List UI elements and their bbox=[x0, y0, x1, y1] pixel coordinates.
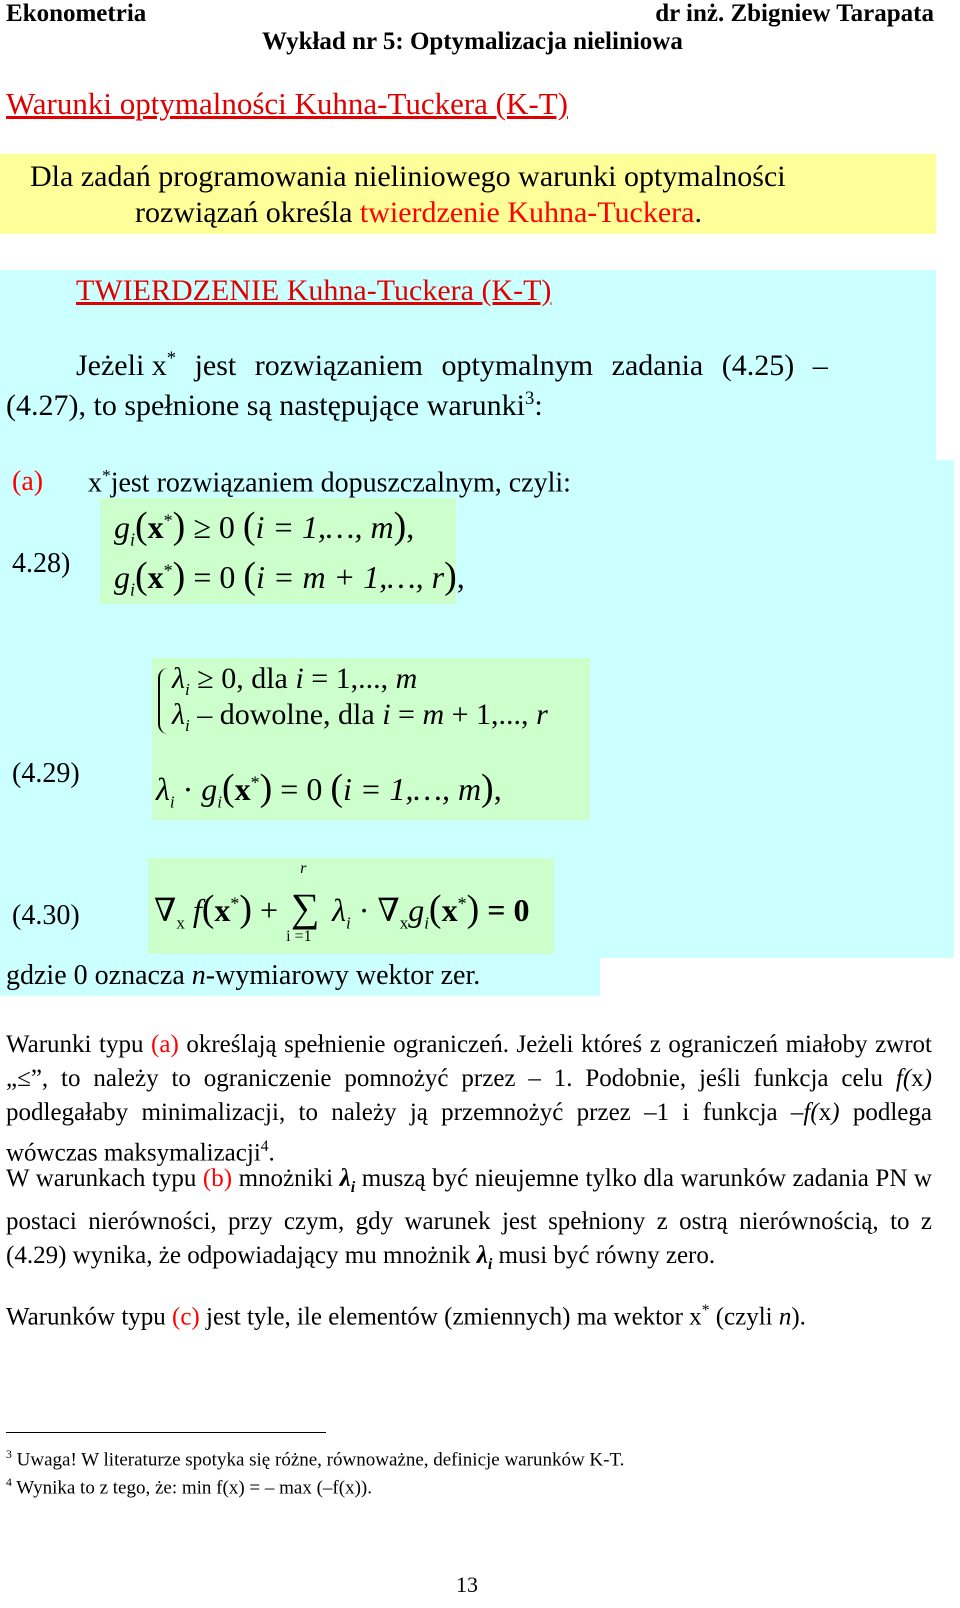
fx: f( bbox=[895, 1065, 912, 1092]
footnote-text: Uwaga! W literaturze spotyka się różne, równoważne, definicje warunków K-T. bbox=[11, 1449, 625, 1471]
multiplier-free bbox=[172, 698, 548, 736]
lambda: λ bbox=[476, 1242, 488, 1269]
intro-box bbox=[0, 154, 936, 234]
dot-operator: · bbox=[174, 771, 202, 807]
text: ). bbox=[791, 1303, 806, 1331]
lambda-symbol: λ bbox=[172, 698, 185, 731]
eq-label-4-30: (4.30) bbox=[12, 900, 80, 931]
g-subscript: i bbox=[130, 529, 136, 550]
x-vector: x bbox=[147, 509, 164, 545]
paragraph-b bbox=[6, 1162, 932, 1282]
n: n bbox=[778, 1303, 792, 1331]
lambda-symbol: λ bbox=[172, 662, 185, 695]
lambda-subscript: i bbox=[345, 913, 351, 933]
gradient-condition: $\nabla_x$ f(x*) + r ∑ i =1 $\lambda_i \cdot \nabla_xg_i(x^*) = 0$ bbox=[154, 860, 530, 945]
section-title: Warunki optymalności Kuhna-Tuckera (K-T) bbox=[6, 86, 568, 121]
condition-a-description: jest rozwiązaniem dopuszczalnym, czyli: bbox=[110, 467, 571, 499]
nabla-subscript: x bbox=[399, 913, 409, 933]
x-vector: x bbox=[147, 559, 164, 595]
zero-vector-note bbox=[6, 960, 480, 992]
index-var: i bbox=[295, 662, 304, 695]
x-vector: x bbox=[214, 892, 231, 928]
index-end: m bbox=[395, 662, 418, 695]
condition-a-star: * bbox=[102, 466, 111, 485]
theorem-line-2 bbox=[6, 388, 543, 423]
nabla-subscript: x bbox=[176, 913, 185, 933]
course-name: Ekonometria bbox=[6, 0, 147, 27]
lambda-symbol: λ bbox=[156, 771, 170, 807]
intro-period: . bbox=[694, 196, 702, 229]
objective-f: f bbox=[192, 892, 202, 928]
g-symbol: g bbox=[114, 559, 130, 595]
lambda-subscript: i bbox=[185, 716, 190, 735]
lambda-symbol: λ bbox=[332, 892, 346, 928]
intro-line-1: Dla zadań programowania nieliniowego warunki optymalności bbox=[30, 160, 786, 193]
theorem-colon: : bbox=[534, 389, 543, 422]
lambda-sub: i bbox=[487, 1256, 493, 1273]
index-m: m bbox=[422, 698, 445, 731]
intro-text: rozwiązań określa bbox=[135, 196, 360, 229]
text: jest tyle, ile elementów (zmiennych) ma wektor x bbox=[199, 1303, 702, 1331]
g-symbol: g bbox=[201, 771, 218, 807]
g-subscript: i bbox=[424, 913, 429, 933]
period: . bbox=[268, 1139, 275, 1167]
relation: = 0 bbox=[193, 559, 236, 595]
g-subscript: i bbox=[130, 579, 136, 600]
text: podlegałaby minimalizacji, to należy ją przemnożyć przez –1 i funkcja – bbox=[6, 1099, 804, 1126]
index-range: i = 1,…, m bbox=[343, 771, 482, 807]
text: (czyli bbox=[709, 1303, 779, 1331]
fx: f( bbox=[803, 1099, 819, 1126]
footnote-number: 3 bbox=[6, 1448, 12, 1461]
equals: = bbox=[390, 698, 423, 731]
theorem-box bbox=[0, 270, 936, 460]
theorem-title: TWIERDZENIE Kuhna-Tuckera (K-T) bbox=[76, 274, 552, 307]
note-text-1: gdzie 0 oznacza bbox=[6, 960, 192, 991]
lambda-subscript: i bbox=[169, 792, 175, 812]
sum-upper-limit: r bbox=[300, 860, 307, 877]
nabla-icon: ∇ bbox=[377, 892, 400, 928]
brace-icon bbox=[158, 668, 172, 734]
dot-operator: · bbox=[358, 892, 370, 928]
footnote-text: Wynika to z tego, że: min f(x) = – max (–f(x)). bbox=[11, 1477, 372, 1499]
fx-close: ) bbox=[831, 1099, 840, 1126]
index-end: r bbox=[536, 698, 548, 731]
eq-label-4-28: 4.28) bbox=[12, 548, 71, 579]
x: x bbox=[818, 1099, 832, 1126]
intro-highlight: twierdzenie Kuhna-Tuckera bbox=[359, 196, 695, 229]
note-text-2: -wymiarowy wektor zer. bbox=[205, 960, 481, 991]
sum-lower-limit: i =1 bbox=[286, 928, 312, 945]
footnote-rule bbox=[6, 1432, 326, 1433]
theorem-text-1: jest rozwiązaniem optymalnym zadania (4.25) – bbox=[176, 349, 828, 382]
sum-icon: ∑ bbox=[290, 885, 320, 930]
index-range: + 1,..., bbox=[444, 698, 537, 731]
condition-a-x: x bbox=[88, 467, 102, 499]
ref-c: (c) bbox=[172, 1303, 200, 1331]
paragraph-c bbox=[6, 1294, 932, 1334]
footnote-3 bbox=[6, 1448, 624, 1471]
index-range: i = 1,…, m bbox=[255, 509, 394, 545]
star: * bbox=[701, 1302, 710, 1319]
text: Warunków typu bbox=[6, 1303, 173, 1331]
footnote-ref-4: 4 bbox=[260, 1138, 269, 1155]
nabla-icon: ∇ bbox=[154, 892, 177, 928]
index-range: = 1,..., bbox=[303, 662, 396, 695]
text: mnożniki bbox=[232, 1165, 340, 1192]
text: określają spełnienie ograniczeń. Jeżeli któreś z ograniczeń miałoby zwrot „≤”, to należy to ograniczenie pomnożyć przez – 1. Podobnie, jeśli funkcja celu bbox=[6, 1031, 932, 1092]
author-name: dr inż. Zbigniew Tarapata bbox=[655, 0, 934, 27]
complementary-slackness: $\lambda_i \cdot g_i(x^*) = 0$ (i = 1,…, m), bbox=[156, 767, 502, 812]
text: podlega wówczas maksymalizacji bbox=[6, 1099, 932, 1167]
ref-b: (b) bbox=[202, 1165, 233, 1192]
lambda: λ bbox=[339, 1165, 351, 1192]
formula-4-29 bbox=[152, 658, 590, 820]
constraint-equality: $g_i(x^*) = 0$ (i = m + 1,…, r), bbox=[114, 555, 465, 600]
text: Warunki typu bbox=[6, 1031, 152, 1058]
relation: = 0 bbox=[487, 892, 530, 928]
g-subscript: i bbox=[217, 792, 222, 812]
multiplier-condition: – dowolne, dla bbox=[189, 698, 383, 731]
text: W warunkach typu bbox=[6, 1165, 203, 1192]
intro-line-2 bbox=[135, 196, 702, 230]
relation: = 0 bbox=[280, 771, 323, 807]
x-vector: x bbox=[441, 892, 458, 928]
index-range: i = m + 1,…, r bbox=[256, 559, 445, 595]
lecture-title: Wykład nr 5: Optymalizacja nieliniowa bbox=[262, 28, 683, 55]
constraint-inequality: $g_i(x^*) \ge 0$ (i = 1,…, m), bbox=[114, 505, 415, 550]
formula-4-28 bbox=[100, 498, 465, 604]
multiplier-condition: ≥ 0, dla bbox=[189, 662, 296, 695]
footnote-4 bbox=[6, 1476, 372, 1499]
index-var: i bbox=[382, 698, 391, 731]
text: muszą być nieujemne tylko dla warunków zadania PN w postaci nierówności, przy czym, gdy warunek jest spełniony z ostrą nierównością, to z (4.29) wynika, że odpowiadający mu mnożnik bbox=[6, 1165, 932, 1269]
page-number: 13 bbox=[456, 1572, 478, 1597]
g-symbol: g bbox=[408, 892, 425, 928]
x: x bbox=[911, 1065, 924, 1092]
footnote-number: 4 bbox=[6, 1476, 12, 1489]
x-vector: x bbox=[234, 771, 251, 807]
eq-label-4-29: (4.29) bbox=[12, 758, 80, 789]
text: musi być równy zero. bbox=[492, 1242, 716, 1269]
lambda-sub: i bbox=[350, 1179, 356, 1196]
fx-close: ) bbox=[923, 1065, 932, 1092]
footnote-ref-3: 3 bbox=[525, 388, 535, 409]
theorem-star: * bbox=[166, 348, 177, 369]
theorem-text-2: (4.27), to spełnione są następujące warunki bbox=[6, 389, 526, 422]
plus-operator: + bbox=[260, 892, 279, 928]
note-n: n bbox=[191, 960, 206, 991]
g-symbol: g bbox=[114, 509, 130, 545]
formula-4-30 bbox=[148, 858, 554, 954]
theorem-line-1 bbox=[76, 348, 932, 383]
multiplier-nonneg bbox=[172, 662, 417, 700]
condition-a-label: (a) bbox=[12, 466, 44, 497]
condition-a-text bbox=[88, 466, 571, 499]
relation: ≥ 0 bbox=[193, 509, 235, 545]
ref-a: (a) bbox=[151, 1031, 179, 1058]
lambda-subscript: i bbox=[185, 680, 190, 699]
paragraph-a bbox=[6, 1028, 932, 1170]
theorem-x: Jeżeli x bbox=[76, 349, 167, 382]
